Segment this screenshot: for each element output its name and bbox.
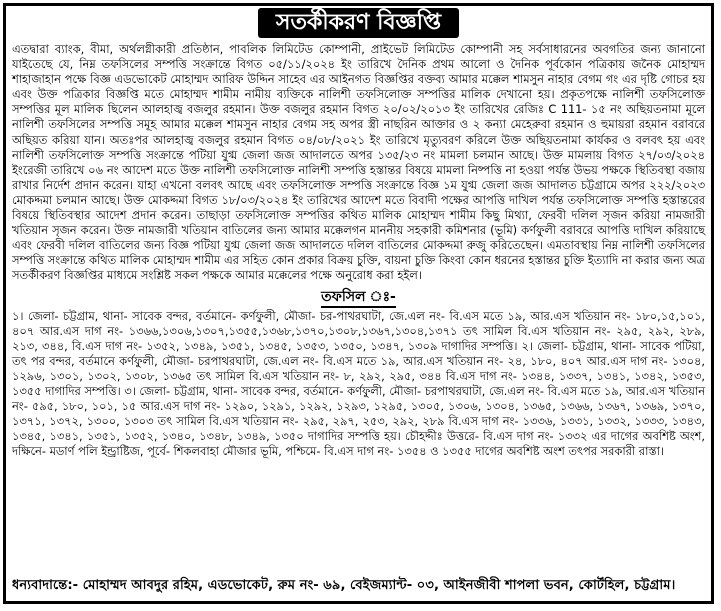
notice-body: এতদ্বারা ব্যাংক, বীমা, অর্থলগ্নীকারী প্রতিষ্ঠান, পাবলিক লিমিটেড কোম্পানী, প্রাইভেট লিমিটেড কোম্পানী সহ সর্বসাধারনের অবগতির জন্য জানানো যাইতেছে যে, নিম্ন তফসিলের সম্পত্তি সংক্রান্তে বিগত ০৫/১১/২০২৪ ইং তারিখে দৈনিক প্রথম আলো ও দৈনিক পূর্বকোন পত্রিকায় জনৈক মোহাম্মদ শাহাজাহান পক্ষে বিজ্ঞ এডভোকেট মোহাম্মদ আরিফ উদ্দিন সাহেব এর আইনগত বিজ্ঞপ্তির বক্তব্য আমার মক্কেল শামসুন নাহার বেগম গং এর দৃষ্টি গোচর হয় এবং উক্ত পত্রিকার বিজ্ঞপ্তি মতে মোহাম্মদ শামীম নামীয় ব্যক্তিকে নালিশী তফসিলোক্ত সম্পত্তির মালিক দেখানো হয়। প্রকৃতপক্ষে নালিশী তফসিলোক্ত সম্পত্তির মূল মালিক ছিলেন আলহাজ্ব বজলুর রহমান। উক্ত বজলুর রহমান বিগত ২০/০২/২০১৩ ইং তারিখের রেজিঃ C 111- ১৫ নং অছিয়তনামা মূলে নালিশী তফসিলের সম্পত্তি সমূহ আমার মক্কেল শামসুন নাহার বেগম সহ অপর স্ত্রী নাছরিন আক্তার ও ২ কন্যা মেহেরুবা রহমান ও হুমায়রা রহমান বরাবরে অছিয়ত করিয়া যান। অতঃপর আলহাজ্ব বজলুর রহমান বিগত ০৪/০৮/২০২১ ইং তারিখে মৃত্যুবরণ করিলে উক্ত অছিয়তনামা কার্যকর ও বলবৎ হয় এবং নালিশী তফসিলোক্ত সম্পত্তি সংক্রান্তে পটিয়া যুগ্ম জেলা জজ আদালতে অপর ১৩৫/২৩ নং মামলা চলমান আছে। উক্ত মামলায় বিগত ২৭/০৩/২০২৪ ইংরেজী তারিখে ০৬ নং আদেশ মতে উক্ত নালিশী তফসিলোক্ত নালিশী সম্পত্তি হস্তান্তর বিষয়ে মামলা নিষ্পত্তি না হওয়া পর্যন্ত উভয় পক্ষকে স্থিতিবস্থা বজায় রাখার নির্দেশ প্রদান করেন। যাহা এখনো বলবৎ আছে এবং তফসিলোক্ত সম্পত্তি সংক্রান্তে বিজ্ঞ ১ম যুগ্ম জেলা জজ আদালত চট্টগ্রামে অপর ২২২/২০২৩ মোকদ্দমা চলমান আছে। উক্ত মোকদ্দমা বিগত ১৮/০৩/২০২৪ ইং তারিখের আদেশ মতে বিবাদী পক্ষের আপত্তি দাখিল পর্যন্ত তফসিলোক্ত সম্পত্তি হস্তান্তরের বিষয়ে স্থিতিবস্থার আদেশ প্রদান করেন। তাছাড়া তফসিলোক্ত সম্পত্তির কথিত মালিক মোহাম্মদ শামীম কিছু মিথ্যা, ফেরবী দলিল সৃজন করিয়া নামজারী খতিয়ান সৃজন করেন। উক্ত নামজারী খতিয়ান বাতিলের জন্য আমার মক্কেলগন মাননীয় সহকারী কমিশনার (ভূমি) কর্ণফুলী বরাবরে আপত্তি দাখিল করিয়াছে এবং ফেরবী দলিল বাতিলের জন্য বিজ্ঞ পটিয়া যুগ্ম জেলা জজ আদালতে দলিল বাতিলের মোকদ্দমা রুজু করিতেছেন। এমতাবস্থায় নিম্ন নালিশী তফসিলের সম্পত্তি সংক্রান্তে কথিত মালিক মোহাম্মদ শামীম এর সহিত কোন প্রকার বিক্রয় চুক্তি, বায়না চুক্তি কিংবা কোন ধরনের হস্তান্তর চুক্তি ইত্যাদি না করার জন্য অত্র সতর্কীকরণ বিজ্ঞপ্তির মাধ্যমে সংশ্লিষ্ট সকল পক্ষকে আমার মক্কেলের পক্ষে অনুরোধ করা হইল।	[12, 42, 705, 283]
signature-line: ধন্যবাদান্তে:- মোহাম্মদ আবদুর রহিম, এডভোকেট, রুম নং- ৬৯, বেইজম্যান্ট- ০৩, আইনজীবী শাপলা ভবন, কোর্টহিল, চট্টগ্রাম।	[12, 578, 676, 593]
notice-box	[3, 3, 714, 604]
notice-title: সতর্কীকরণ বিজ্ঞপ্তি	[258, 8, 459, 38]
schedule-text: ১। জেলা- চট্টগ্রাম, থানা- সাবেক বন্দর, বর্তমানে- কর্ণফুলী, মৌজা- চর-পাথরঘাটা, জে.এল নং- বি.এস মতে ১৯, আর.এস খতিয়ান নং- ১৮০,১৫,১০১, ৪০৭ আর.এস দাগ নং- ১৩৬৬,১৩০৬,১৩০৭,১৩৫৫,১৩৬৮,১৩৭০,১৩০৮,১৩৬৭,১৩০৪,১৩৭১ তৎ সামিল বি.এস খতিয়ান নং- ২৯৫, ২৯২, ২৮৯, ২১৩, ৩৪৪, বি.এস দাগ নং- ১৩৫২, ১৩৪৯, ১৩৫১, ১৩৪৫, ১৩৫৩, ১৩৫০, ১৩৪৭, ১৩০৯ দাগাদির সম্পত্তি। ২। জেলা- চট্টগ্রাম, থানা- সাবেক পটিয়া, তৎ পর বন্দর, বর্তমানে কর্ণফুলী, মৌজা- চরপাথরঘাটা, জে.এল নং- বি.এস মতে ১৯, আর.এস খতিয়ান নং- ২৪, ১৮০, ৪০৭ আর.এস দাগ নং- ১৩০৪, ১২৯৬, ১৩০১, ১৩০২, ১৩০৮, ১৩৬৫ তৎ সামিল বি.এস খতিয়ান নং- ৮, ২৯২, ২৯৫, ৩৪৪ বি.এস দাগ নং- ১৩৪৪, ১৩৩৭, ১৩৪১, ১৩৪২, ১৩৫৩, ১৩৫৫ দাগাদির সম্পত্তি। ৩। জেলা- চট্টগ্রাম, থানা- সাবেক বন্দর, বর্তমানে- কর্ণফুলী, মৌজা- চরপাথরঘাটা, জে.এল নং- বি.এস মতে ১৯, আর.এস খতিয়ান নং- ৫৯৫, ১৮০, ১০১, ১৫ আর.এস দাগ নং- ১২৯০, ১২৯১, ১২৯২, ১২৯৩, ১২৯৫, ১৩০৫, ১৩০৬, ১৩০৪, ১৩৬৫, ১৩৬৬, ১৩৬৭, ১৩৬৯, ১৩৭০, ১৩৭১, ১৩৭২, ১৩০০, ১৩০৩ তৎ সামিল বি.এস খতিয়ান নং- ২৯৫, ২৯৭, ২৫৩, ২৯২, ২৮৯ বি.এস দাগ নং- ১৩৩৬, ১৩৩১, ১৩৩২, ১৩৩৩, ১৩৪৩, ১৩৪৫, ১৩৪১, ১৩৫১, ১৩৫২, ১৩৪০, ১৩৪৮, ১৩৪৯, ১৩৫০ দাগাদির সম্পত্তি হয়। চৌহদ্দীঃ উত্তরে- বি.এস দাগ নং- ১৩৩২ এর দাগের অবশিষ্ট অংশ, দক্ষিনে- মডার্ণ পলি ইন্ড্রাষ্টিজ, পূর্বে- শিকলবাহা মৌজার ভূমি, পশ্চিমে- বি.এস দাগ নং- ১৩৫৪ ও ১৩৫৫ দাগের অবশিষ্ট অংশ তৎপর সরকারী রাস্তা।	[12, 308, 705, 459]
schedule-heading-wrapper	[6, 286, 711, 308]
title-wrapper	[6, 8, 711, 40]
schedule-title: তফসিল ঃ-	[321, 288, 396, 308]
